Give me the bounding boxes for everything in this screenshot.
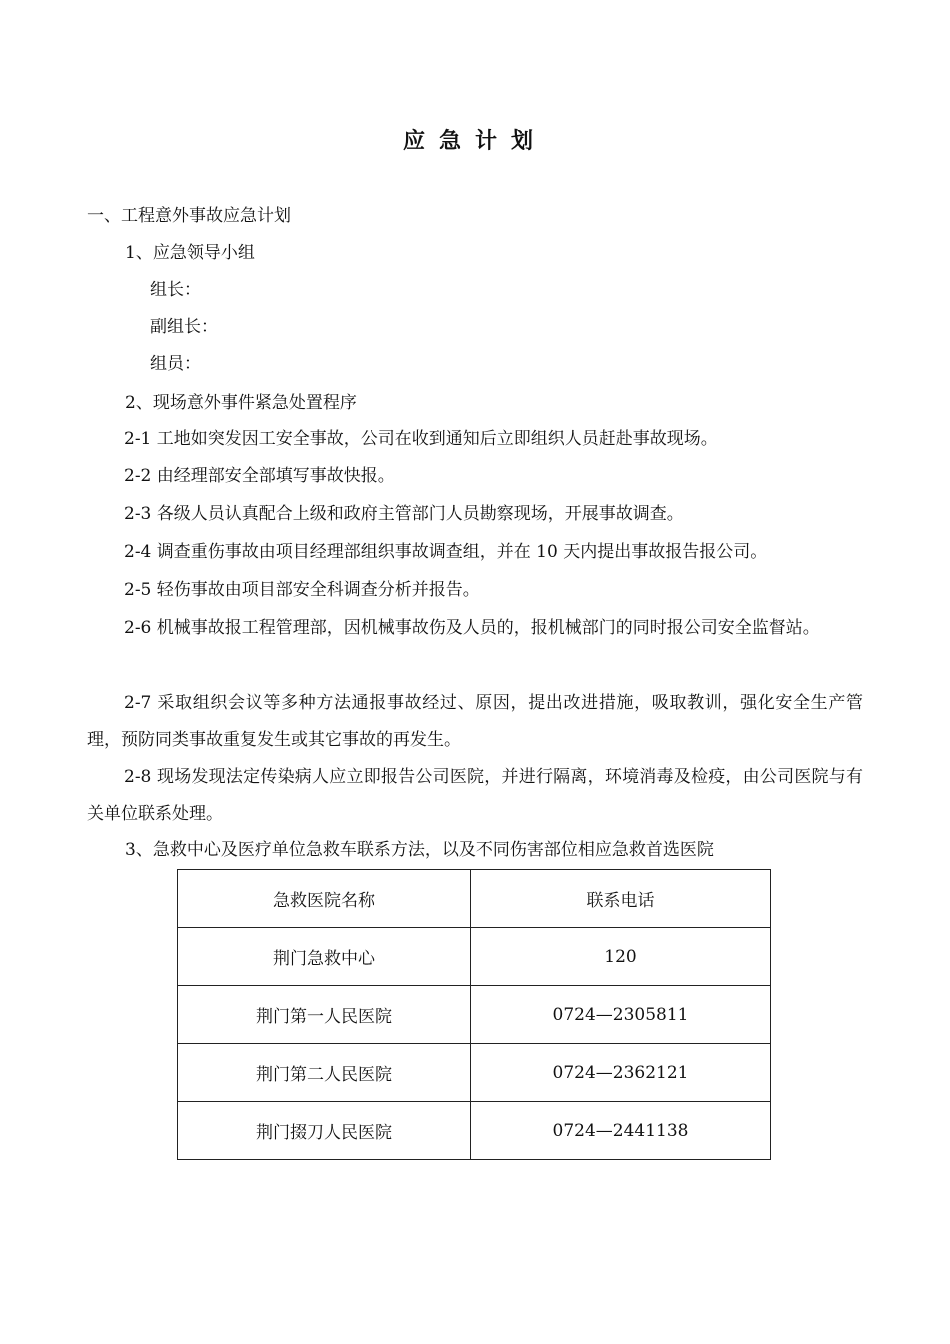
procedure-step: 2-1 工地如突发因工安全事故，公司在收到通知后立即组织人员赶赴事故现场。: [124, 429, 718, 449]
table-row: [178, 928, 771, 986]
procedure-step: 2-2 由经理部安全部填写事故快报。: [124, 466, 395, 486]
procedure-step: 2-3 各级人员认真配合上级和政府主管部门人员勘察现场，开展事故调查。: [124, 504, 684, 524]
table-row: [178, 1102, 771, 1160]
table-header-row: [178, 870, 771, 928]
phone-cell: 0724—2441138: [471, 1102, 771, 1160]
hospital-name-cell: 荆门掇刀人民医院: [178, 1102, 471, 1160]
leader-label: 组长：: [150, 280, 201, 300]
procedure-step: 2-8 现场发现法定传染病人应立即报告公司医院，并进行隔离，环境消毒及检疫，由公司医院与有关单位联系处理。: [87, 767, 863, 824]
hospital-name-cell: 荆门第二人民医院: [178, 1044, 471, 1102]
phone-cell: 120: [471, 928, 771, 986]
procedure-step: 2-4 调查重伤事故由项目经理部组织事故调查组，并在 10 天内提出事故报告报公司。: [124, 542, 768, 562]
phone-cell: 0724—2362121: [471, 1044, 771, 1102]
deputy-leader-label: 副组长：: [150, 317, 218, 337]
table-row: [178, 986, 771, 1044]
phone-cell: 0724—2305811: [471, 986, 771, 1044]
subsection-heading-hospitals: 3、急救中心及医疗单位急救车联系方法，以及不同伤害部位相应急救首选医院: [125, 840, 714, 860]
members-label: 组员：: [150, 354, 201, 374]
column-header-hospital-name: 急救医院名称: [178, 870, 471, 928]
hospital-name-cell: 荆门急救中心: [178, 928, 471, 986]
procedure-step: 2-5 轻伤事故由项目部安全科调查分析并报告。: [124, 580, 480, 600]
subsection-heading-procedure: 2、现场意外事件紧急处置程序: [125, 393, 357, 413]
procedure-step: 2-7 采取组织会议等多种方法通报事故经过、原因，提出改进措施，吸取教训，强化安全生产管理，预防同类事故重复发生或其它事故的再发生。: [87, 693, 863, 750]
hospital-contact-table: [177, 869, 771, 1160]
hospital-name-cell: 荆门第一人民医院: [178, 986, 471, 1044]
section-heading: 一、工程意外事故应急计划: [87, 206, 291, 226]
page-title: 应急计划: [402, 128, 547, 154]
table-row: [178, 1044, 771, 1102]
column-header-phone: 联系电话: [471, 870, 771, 928]
procedure-step: 2-6 机械事故报工程管理部，因机械事故伤及人员的，报机械部门的同时报公司安全监督站。: [124, 618, 820, 638]
subsection-heading-leadership: 1、应急领导小组: [125, 243, 255, 263]
